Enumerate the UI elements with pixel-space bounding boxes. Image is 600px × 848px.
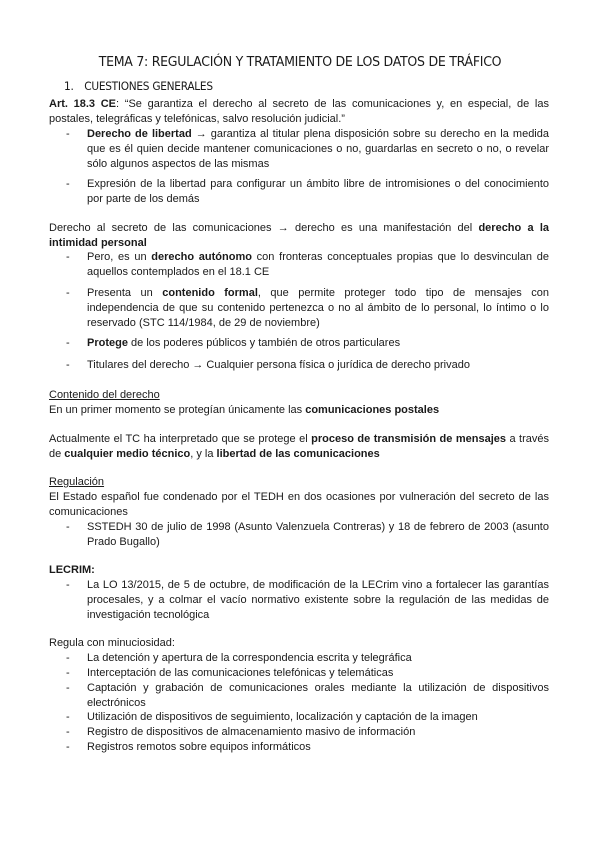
dash-marker: -: [66, 741, 70, 753]
bullet-bold: Protege: [87, 337, 128, 349]
bullet-bold: Derecho de libertad: [87, 128, 192, 140]
bullet-text-pre: Pero, es un: [87, 251, 152, 263]
dash-marker: -: [66, 711, 70, 723]
bullet-text-post: de los poderes públicos y también de otros particulares: [127, 337, 401, 349]
lecrim-heading: [49, 563, 549, 578]
list-item: [66, 336, 549, 351]
section-number: 1.: [64, 79, 74, 93]
list-item: [66, 666, 549, 681]
list-item: [66, 740, 549, 755]
list-item: [66, 127, 549, 172]
contenido-bold: comunicaciones postales: [305, 404, 440, 416]
contenido-bold: proceso de transmisión de mensajes: [311, 433, 506, 445]
intimidad-paragraph: [49, 221, 549, 251]
contenido-text: a través de: [49, 433, 549, 460]
bullet-text: SSTEDH 30 de julio de 1998 (Asunto Valenzuela Contreras) y 18 de febrero de 2003 (asunto Prado Bugallo): [87, 521, 549, 548]
section-heading: [64, 79, 213, 94]
bullet-text: Registro de dispositivos de almacenamiento masivo de información: [87, 726, 416, 738]
dash-marker: -: [66, 579, 70, 591]
dash-marker: -: [66, 652, 70, 664]
lecrim-heading-text: LECRIM:: [49, 564, 95, 576]
bullet-text: Registros remotos sobre equipos informáticos: [87, 741, 311, 753]
contenido-paragraph-1: [49, 403, 549, 418]
regulacion-heading: [49, 475, 549, 490]
list-item: [66, 250, 549, 280]
dash-marker: -: [66, 667, 70, 679]
list-item: [66, 710, 549, 725]
page-title: TEMA 7: REGULACIÓN Y TRATAMIENTO DE LOS DATOS DE TRÁFICO: [98, 54, 502, 70]
regula-heading: Regula con minuciosidad:: [49, 637, 175, 649]
list-item: [66, 651, 549, 666]
list-item: [66, 177, 549, 207]
bullet-text: Captación y grabación de comunicaciones orales mediante la utilización de dispositivos electrónicos: [87, 682, 549, 709]
dash-marker: -: [66, 337, 70, 349]
article-paragraph: [49, 97, 549, 127]
list-item: [66, 520, 549, 550]
article-ref: Art. 18.3 CE: [49, 98, 117, 110]
bullet-text-pre: Titulares del derecho → Cualquier persona física o jurídica de derecho privado: [87, 359, 470, 371]
regulacion-paragraph: El Estado español fue condenado por el TEDH en dos ocasiones por vulneración del secreto de las comunicaciones: [49, 491, 549, 518]
bullet-text: Utilización de dispositivos de seguimiento, localización y captación de la imagen: [87, 711, 478, 723]
contenido-bold: cualquier medio técnico: [64, 448, 191, 460]
contenido-heading-text: Contenido del derecho: [49, 389, 160, 401]
dash-marker: -: [66, 521, 70, 533]
dash-marker: -: [66, 128, 70, 140]
list-item: [66, 286, 549, 331]
article-text: : “Se garantiza el derecho al secreto de las comunicaciones y, en especial, de las postales, telegráficas y telefónicas, salvo resolución judicial.”: [49, 98, 549, 125]
bullet-text-post: , que permite proteger todo tipo de mensajes con independencia de que su contenido pertenezca o no al ámbito de lo personal, lo íntimo o lo reservado (STC 114/1984, de 29 de noviembre): [87, 287, 550, 329]
dash-marker: -: [66, 726, 70, 738]
list-item: [66, 358, 549, 373]
contenido-text: , y la: [190, 448, 217, 460]
dash-marker: -: [66, 359, 70, 371]
bullet-bold: derecho autónomo: [151, 251, 252, 263]
bullet-bold: contenido formal: [162, 287, 258, 299]
list-item: [66, 725, 549, 740]
section-label: CUESTIONES GENERALES: [84, 79, 213, 93]
bullet-text-post: con fronteras conceptuales propias que lo desvinculan de aquellos contemplados en el 18.1 CE: [87, 251, 549, 278]
contenido-heading: [49, 388, 549, 403]
intimidad-bold: derecho a la intimidad personal: [49, 222, 550, 249]
dash-marker: -: [66, 178, 70, 190]
dash-marker: -: [66, 251, 70, 263]
contenido-text: En un primer momento se protegían únicamente las: [49, 404, 306, 416]
bullet-text: → garantiza al titular plena disposición sobre su derecho en la medida que es él quien decide mantener comunicaciones o no, guardarlas en secreto o no, o revelar sólo algunos aspectos de las mismas: [87, 128, 549, 170]
bullet-text: La detención y apertura de la correspondencia escrita y telegráfica: [87, 652, 412, 664]
bullet-text: Expresión de la libertad para configurar un ámbito libre de intromisiones o del conocimiento por parte de los demás: [87, 178, 549, 205]
dash-marker: -: [66, 287, 70, 299]
contenido-text: Actualmente el TC ha interpretado que se protege el: [49, 433, 312, 445]
bullet-text-pre: Presenta un: [87, 287, 163, 299]
intimidad-text: Derecho al secreto de las comunicaciones → derecho es una manifestación del: [49, 222, 479, 234]
list-item: [66, 681, 549, 711]
contenido-bold: libertad de las comunicaciones: [216, 448, 380, 460]
dash-marker: -: [66, 682, 70, 694]
contenido-paragraph-2: [49, 432, 549, 462]
bullet-text: Interceptación de las comunicaciones telefónicas y telemáticas: [87, 667, 394, 679]
bullet-text: La LO 13/2015, de 5 de octubre, de modificación de la LECrim vino a fortalecer las garantías procesales, y a colmar el vacío normativo existente sobre la regulación de las medidas de investigación tecnológica: [87, 579, 549, 621]
list-item: [66, 578, 549, 623]
regulacion-heading-text: Regulación: [49, 476, 105, 488]
